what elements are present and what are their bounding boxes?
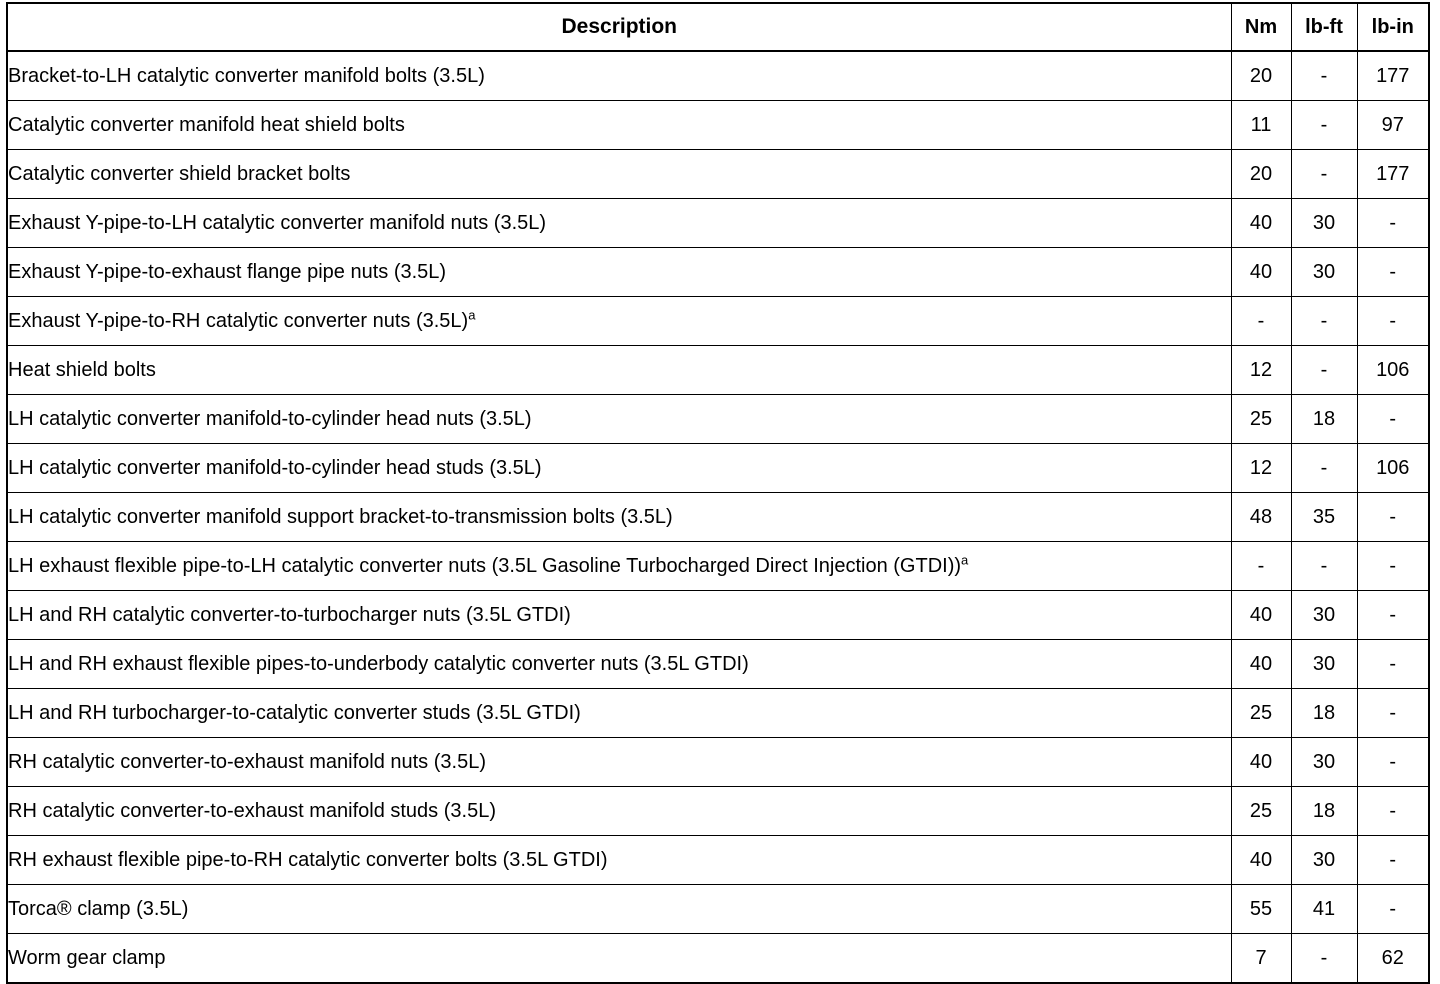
cell-lb-in: - [1357, 787, 1429, 836]
table-row [7, 51, 1429, 101]
column-header-description: Description [7, 3, 1231, 51]
description-text: Exhaust Y-pipe-to-RH catalytic converter nuts (3.5L) [8, 310, 469, 332]
table-row [7, 248, 1429, 297]
table-row [7, 346, 1429, 395]
cell-lb-ft: 35 [1291, 493, 1357, 542]
cell-lb-ft: - [1291, 101, 1357, 150]
cell-nm: 25 [1231, 395, 1291, 444]
description-text: Catalytic converter manifold heat shield bolts [8, 114, 405, 136]
table-body [7, 51, 1429, 983]
cell-description [7, 248, 1231, 297]
footnote-reference: a [468, 307, 476, 323]
description-text: Torca® clamp (3.5L) [8, 898, 189, 920]
table-row [7, 444, 1429, 493]
description-text: LH exhaust flexible pipe-to-LH catalytic converter nuts (3.5L Gasoline Turbocharged Direct Injection (GTDI)) [8, 555, 962, 577]
cell-lb-in: 177 [1357, 150, 1429, 199]
cell-nm: 55 [1231, 885, 1291, 934]
cell-lb-ft: - [1291, 542, 1357, 591]
table-row [7, 885, 1429, 934]
cell-lb-in: - [1357, 493, 1429, 542]
cell-nm: 11 [1231, 101, 1291, 150]
cell-lb-in: 177 [1357, 51, 1429, 101]
cell-description [7, 689, 1231, 738]
description-text: Heat shield bolts [8, 359, 156, 381]
cell-nm: 12 [1231, 346, 1291, 395]
table-row [7, 640, 1429, 689]
description-text: LH and RH turbocharger-to-catalytic converter studs (3.5L GTDI) [8, 702, 581, 724]
description-text: LH catalytic converter manifold-to-cylinder head studs (3.5L) [8, 457, 542, 479]
cell-lb-ft: - [1291, 150, 1357, 199]
cell-lb-ft: - [1291, 51, 1357, 101]
cell-nm: 40 [1231, 591, 1291, 640]
cell-lb-ft: 30 [1291, 738, 1357, 787]
description-text: Bracket-to-LH catalytic converter manifold bolts (3.5L) [8, 65, 485, 87]
cell-nm: 20 [1231, 150, 1291, 199]
cell-lb-ft: 30 [1291, 640, 1357, 689]
description-text: RH catalytic converter-to-exhaust manifold studs (3.5L) [8, 800, 496, 822]
description-text: LH catalytic converter manifold-to-cylinder head nuts (3.5L) [8, 408, 532, 430]
cell-lb-ft: 30 [1291, 591, 1357, 640]
table-row [7, 689, 1429, 738]
cell-lb-in: - [1357, 689, 1429, 738]
column-header-lb-in: lb-in [1357, 3, 1429, 51]
cell-description [7, 836, 1231, 885]
table-row [7, 738, 1429, 787]
table-header-row [7, 3, 1429, 51]
cell-nm: 20 [1231, 51, 1291, 101]
cell-lb-ft: - [1291, 444, 1357, 493]
cell-nm: - [1231, 542, 1291, 591]
description-text: Worm gear clamp [8, 947, 166, 969]
cell-nm: 25 [1231, 787, 1291, 836]
cell-description [7, 199, 1231, 248]
table-row [7, 787, 1429, 836]
cell-nm: 40 [1231, 836, 1291, 885]
cell-nm: 7 [1231, 934, 1291, 984]
cell-nm: 25 [1231, 689, 1291, 738]
cell-lb-in: 97 [1357, 101, 1429, 150]
cell-lb-ft: 30 [1291, 248, 1357, 297]
cell-nm: - [1231, 297, 1291, 346]
table-row [7, 542, 1429, 591]
cell-description [7, 738, 1231, 787]
table-row [7, 101, 1429, 150]
cell-lb-in: - [1357, 199, 1429, 248]
cell-description [7, 885, 1231, 934]
cell-nm: 40 [1231, 738, 1291, 787]
cell-lb-in: - [1357, 248, 1429, 297]
cell-description [7, 640, 1231, 689]
cell-lb-in: 62 [1357, 934, 1429, 984]
cell-nm: 40 [1231, 640, 1291, 689]
table-header [7, 3, 1429, 51]
cell-lb-in: - [1357, 640, 1429, 689]
cell-lb-ft: 18 [1291, 689, 1357, 738]
cell-description [7, 150, 1231, 199]
table-row [7, 199, 1429, 248]
cell-nm: 40 [1231, 199, 1291, 248]
torque-specification-table [6, 2, 1430, 984]
cell-lb-in: - [1357, 591, 1429, 640]
cell-lb-in: 106 [1357, 346, 1429, 395]
cell-description [7, 591, 1231, 640]
table-row [7, 297, 1429, 346]
cell-description [7, 542, 1231, 591]
cell-lb-ft: 18 [1291, 395, 1357, 444]
description-text: Catalytic converter shield bracket bolts [8, 163, 351, 185]
cell-lb-ft: 30 [1291, 836, 1357, 885]
cell-nm: 40 [1231, 248, 1291, 297]
cell-description [7, 346, 1231, 395]
description-text: Exhaust Y-pipe-to-LH catalytic converter manifold nuts (3.5L) [8, 212, 547, 234]
description-text: Exhaust Y-pipe-to-exhaust flange pipe nuts (3.5L) [8, 261, 447, 283]
table-row [7, 395, 1429, 444]
cell-lb-ft: - [1291, 297, 1357, 346]
cell-description [7, 51, 1231, 101]
cell-lb-in: - [1357, 297, 1429, 346]
column-header-lb-ft: lb-ft [1291, 3, 1357, 51]
cell-lb-ft: 30 [1291, 199, 1357, 248]
cell-description [7, 787, 1231, 836]
table-row [7, 836, 1429, 885]
document-page [0, 2, 1440, 978]
cell-lb-ft: - [1291, 934, 1357, 984]
cell-lb-ft: 41 [1291, 885, 1357, 934]
cell-lb-in: - [1357, 836, 1429, 885]
cell-lb-ft: 18 [1291, 787, 1357, 836]
cell-description [7, 297, 1231, 346]
cell-description [7, 493, 1231, 542]
cell-description [7, 444, 1231, 493]
cell-description [7, 101, 1231, 150]
description-text: LH and RH catalytic converter-to-turbocharger nuts (3.5L GTDI) [8, 604, 571, 626]
cell-lb-in: - [1357, 395, 1429, 444]
cell-nm: 12 [1231, 444, 1291, 493]
footnote-reference: a [961, 552, 969, 568]
cell-description [7, 395, 1231, 444]
description-text: LH catalytic converter manifold support bracket-to-transmission bolts (3.5L) [8, 506, 673, 528]
description-text: RH exhaust flexible pipe-to-RH catalytic converter bolts (3.5L GTDI) [8, 849, 608, 871]
cell-lb-in: - [1357, 885, 1429, 934]
table-row [7, 150, 1429, 199]
cell-lb-ft: - [1291, 346, 1357, 395]
cell-lb-in: - [1357, 738, 1429, 787]
cell-nm: 48 [1231, 493, 1291, 542]
cell-lb-in: 106 [1357, 444, 1429, 493]
cell-lb-in: - [1357, 542, 1429, 591]
table-row [7, 591, 1429, 640]
description-text: RH catalytic converter-to-exhaust manifold nuts (3.5L) [8, 751, 486, 773]
description-text: LH and RH exhaust flexible pipes-to-underbody catalytic converter nuts (3.5L GTDI) [8, 653, 749, 675]
table-row [7, 493, 1429, 542]
column-header-nm: Nm [1231, 3, 1291, 51]
